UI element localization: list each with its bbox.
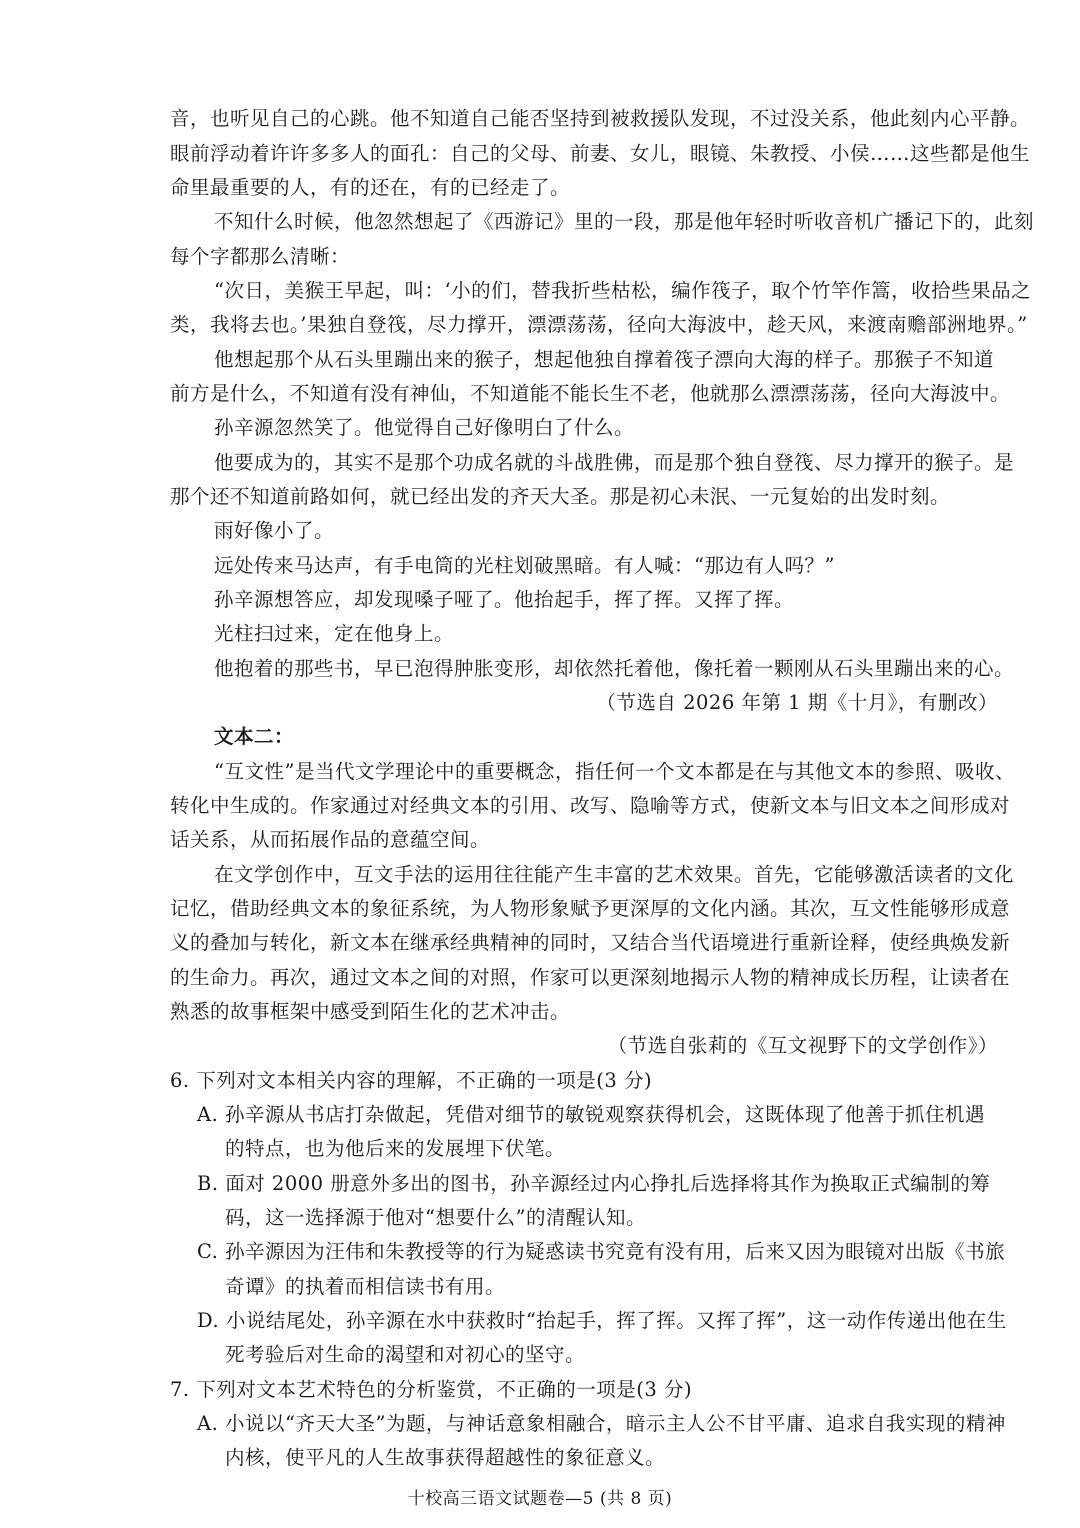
text1-line: 命里最重要的人，有的还在，有的已经走了。: [170, 176, 571, 199]
text2-line: 的生命力。再次，通过文本之间的对照，作家可以更深刻地揭示人物的精神成长历程，让读者在: [170, 966, 1011, 989]
q6-option-a-cont: 的特点，也为他后来的发展埋下伏笔。: [225, 1137, 566, 1160]
text2-source: （节选自张莉的《互文视野下的文学创作》）: [607, 1034, 998, 1057]
q6-option-d-cont: 死考验后对生命的渴望和对初心的坚守。: [225, 1343, 586, 1366]
text1-line: 音，也听见自己的心跳。他不知道自己能否坚持到被救援队发现，不过没关系，他此刻内心平静。: [170, 107, 1031, 130]
text2-line: “互文性”是当代文学理论中的重要概念，指任何一个文本都是在与其他文本的参照、吸收、: [214, 760, 1015, 783]
q6-option-d: D. 小说结尾处，孙辛源在水中获救时“抬起手，挥了挥。又挥了挥”，这一动作传递出他在生: [197, 1309, 1007, 1332]
text1-line: 他想起那个从石头里蹦出来的猴子，想起他独自撑着筏子漂向大海的样子。那猴子不知道: [214, 348, 995, 371]
text2-line: 话关系，从而拓展作品的意蕴空间。: [170, 828, 491, 851]
question-7-stem: 7. 下列对文本艺术特色的分析鉴赏，不正确的一项是(3 分): [170, 1378, 693, 1401]
text1-line: 他要成为的，其实不是那个功成名就的斗战胜佛，而是那个独自登筏、尽力撑开的猴子。是: [214, 451, 1015, 474]
q6-option-c: C. 孙辛源因为汪伟和朱教授等的行为疑惑读书究竟有没有用，后来又因为眼镜对出版《书旅: [197, 1240, 1006, 1263]
quote-line: 类，我将去也。’果独自登筏，尽力撑开，漂漂荡荡，径向大海波中，趁天风，来渡南赡部洲地界。”: [170, 313, 1028, 336]
text1-line: 前方是什么，不知道有没有神仙，不知道能不能长生不老，他就那么漂漂荡荡，径向大海波中。: [170, 382, 1011, 405]
text2-heading: 文本二：: [214, 725, 295, 748]
text2-line: 记忆，借助经典文本的象征系统，为人物形象赋予更深厚的文化内涵。其次，互文性能够形成意: [170, 897, 1011, 920]
text1-line: 光柱扫过来，定在他身上。: [214, 622, 455, 645]
text1-source: （节选自 2026 年第 1 期《十月》，有删改）: [596, 691, 998, 714]
page-footer: 十校高三语文试题卷—5 (共 8 页): [407, 1489, 673, 1509]
text1-line: 每个字都那么清晰：: [170, 245, 351, 268]
q6-option-c-cont: 奇谭》的执着而相信读书有用。: [225, 1275, 506, 1298]
text1-line: 孙辛源想答应，却发现嗓子哑了。他抬起手，挥了挥。又挥了挥。: [214, 588, 795, 611]
text1-line: 远处传来马达声，有手电筒的光柱划破黑暗。有人喊：“那边有人吗？”: [214, 554, 835, 577]
text2-line: 转化中生成的。作家通过对经典文本的引用、改写、隐喻等方式，使新文本与旧文本之间形成对: [170, 794, 1011, 817]
q6-option-a: A. 孙辛源从书店打杂做起，凭借对细节的敏锐观察获得机会，这既体现了他善于抓住机遇: [197, 1103, 985, 1126]
text1-line: 他抱着的那些书，早已泡得肿胀变形，却依然托着他，像托着一颗刚从石头里蹦出来的心。: [214, 657, 1015, 680]
question-6-stem: 6. 下列对文本相关内容的理解，不正确的一项是(3 分): [170, 1069, 653, 1092]
q7-option-a-cont: 内核，使平凡的人生故事获得超越性的象征意义。: [225, 1446, 666, 1469]
text1-line: 眼前浮动着许许多多人的面孔：自己的父母、前妻、女儿，眼镜、朱教授、小侯……这些都是他生: [170, 142, 1031, 165]
text1-line: 雨好像小了。: [214, 519, 335, 542]
q6-option-b-cont: 码，这一选择源于他对“想要什么”的清醒认知。: [225, 1206, 646, 1229]
quote-line: “次日，美猴王早起，叫：‘小的们，替我折些枯松，编作筏子，取个竹竿作篙，收拾些果品之: [214, 279, 1032, 302]
text2-line: 义的叠加与转化，新文本在继承经典精神的同时，又结合当代语境进行重新诠释，使经典焕发新: [170, 931, 1011, 954]
text1-line: 孙辛源忽然笑了。他觉得自己好像明白了什么。: [214, 416, 635, 439]
text2-line: 熟悉的故事框架中感受到陌生化的艺术冲击。: [170, 1000, 571, 1023]
text1-line: 不知什么时候，他忽然想起了《西游记》里的一段，那是他年轻时听收音机广播记下的，此刻: [214, 210, 1035, 233]
q6-option-b: B. 面对 2000 册意外多出的图书，孙辛源经过内心挣扎后选择将其作为换取正式编制的筹: [197, 1172, 991, 1195]
q7-option-a: A. 小说以“齐天大圣”为题，与神话意象相融合，暗示主人公不甘平庸、追求自我实现的精神: [197, 1412, 1006, 1435]
text1-line: 那个还不知道前路如何，就已经出发的齐天大圣。那是初心未泯、一元复始的出发时刻。: [170, 485, 951, 508]
text2-line: 在文学创作中，互文手法的运用往往能产生丰富的艺术效果。首先，它能够激活读者的文化: [214, 863, 1015, 886]
